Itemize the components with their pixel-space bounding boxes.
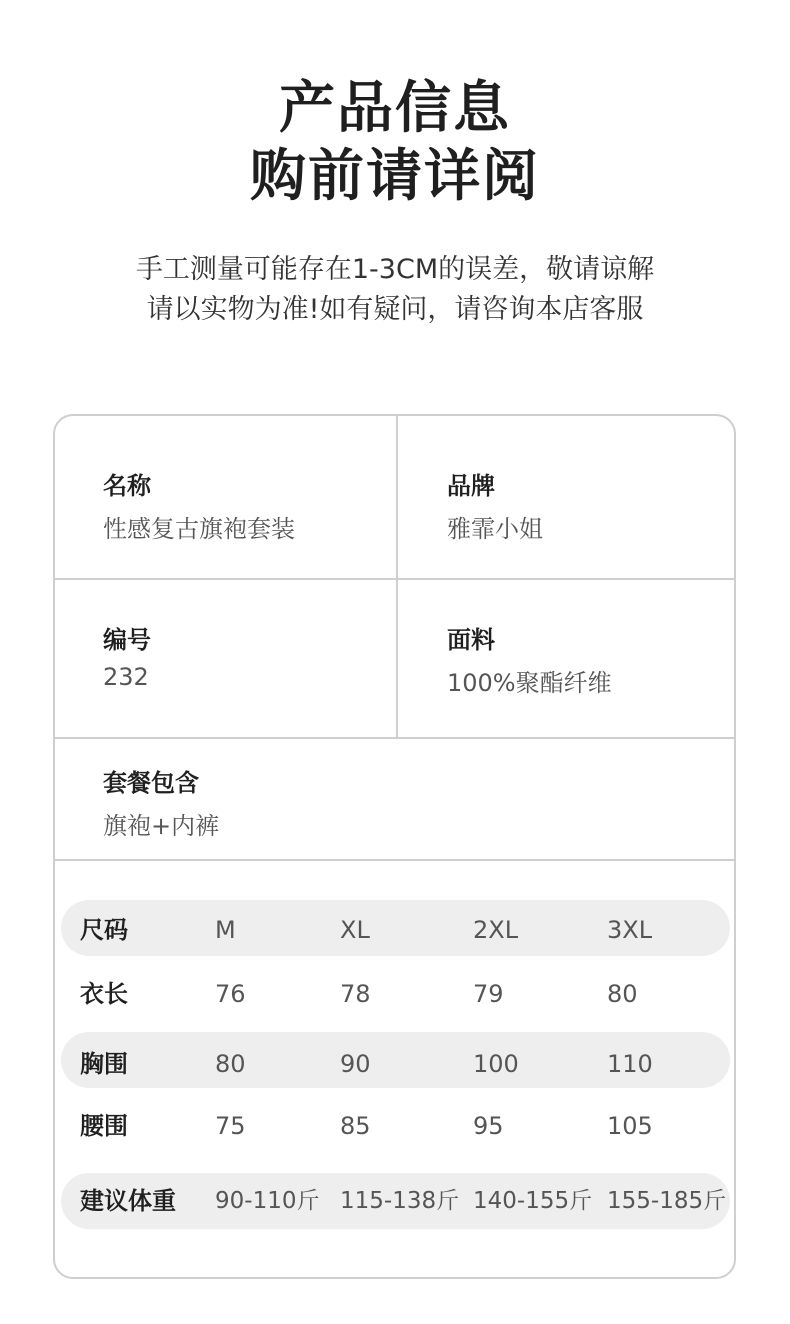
page-subtitle: 购前请详阅 (250, 144, 540, 209)
package-value: 旗袍+内裤 (103, 812, 220, 840)
page-title: 产品信息 (279, 76, 511, 141)
table-cell: XL (340, 916, 370, 944)
table-cell: 155-185斤 (607, 1188, 727, 1214)
size-header-row (55, 902, 734, 958)
table-row-label: 建议体重 (80, 1187, 176, 1215)
table-cell: 90-110斤 (215, 1188, 320, 1214)
name-label: 名称 (103, 472, 151, 500)
table-cell: 80 (607, 980, 638, 1008)
package-label: 套餐包含 (103, 769, 199, 797)
table-cell: 80 (215, 1050, 246, 1078)
table-cell: 85 (340, 1112, 371, 1140)
name-value: 性感复古旗袍套装 (103, 515, 295, 543)
divider (55, 737, 734, 739)
table-row-label: 胸围 (80, 1050, 128, 1078)
table-cell: 140-155斤 (473, 1188, 593, 1214)
table-cell: 78 (340, 980, 371, 1008)
table-cell: 95 (473, 1112, 504, 1140)
table-row (55, 1098, 734, 1154)
table-row-label: 尺码 (80, 916, 128, 944)
table-row-label: 衣长 (80, 980, 128, 1008)
table-cell: 90 (340, 1050, 371, 1078)
fabric-value: 100%聚酯纤维 (447, 669, 612, 697)
divider (396, 416, 398, 737)
table-row (55, 1173, 734, 1229)
table-cell: 75 (215, 1112, 246, 1140)
contact-note: 请以实物为准!如有疑问，请咨询本店客服 (146, 294, 644, 325)
brand-label: 品牌 (447, 472, 495, 500)
divider (55, 578, 734, 580)
table-cell: 110 (607, 1050, 653, 1078)
table-cell: 79 (473, 980, 504, 1008)
fabric-label: 面料 (447, 626, 495, 654)
table-row (55, 966, 734, 1022)
divider (55, 859, 734, 861)
table-cell: 2XL (473, 916, 519, 944)
product-info-card (53, 414, 736, 1279)
brand-value: 雅霏小姐 (447, 515, 543, 543)
table-cell: 100 (473, 1050, 519, 1078)
code-value: 232 (103, 663, 149, 691)
measurement-note: 手工测量可能存在1-3CM的误差，敬请谅解 (135, 254, 655, 285)
table-cell: M (215, 916, 236, 944)
table-row-label: 腰围 (80, 1112, 128, 1140)
table-cell: 3XL (607, 916, 653, 944)
table-cell: 76 (215, 980, 246, 1008)
table-row (55, 1036, 734, 1092)
code-label: 编号 (103, 626, 151, 654)
table-cell: 115-138斤 (340, 1188, 460, 1214)
table-cell: 105 (607, 1112, 653, 1140)
